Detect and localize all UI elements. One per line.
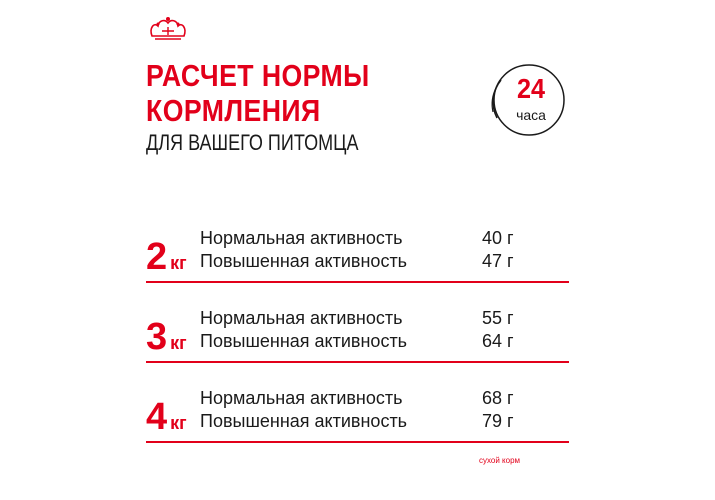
crown-icon bbox=[146, 16, 190, 42]
badge-number: 24 bbox=[516, 73, 546, 104]
activity-label: Повышенная активность bbox=[200, 411, 408, 431]
weight-group-3kg bbox=[146, 304, 569, 384]
badge-unit: часа bbox=[516, 107, 546, 123]
weight-number: 2 bbox=[146, 236, 168, 278]
weight-number: 4 bbox=[146, 396, 168, 438]
page-title-line-1: РАСЧЕТ НОРМЫ bbox=[146, 58, 370, 93]
activity-value: 64 г bbox=[482, 331, 514, 351]
weight-label bbox=[146, 398, 187, 436]
hours-badge bbox=[483, 62, 567, 140]
weight-label bbox=[146, 318, 187, 356]
weight-unit: кг bbox=[170, 253, 187, 273]
activity-label: Нормальная активность bbox=[200, 228, 403, 248]
weight-unit: кг bbox=[170, 413, 187, 433]
weight-unit: кг bbox=[170, 333, 187, 353]
activity-label: Повышенная активность bbox=[200, 331, 408, 351]
page-subtitle: ДЛЯ ВАШЕГО ПИТОМЦА bbox=[146, 130, 359, 155]
divider bbox=[146, 281, 569, 283]
activity-value: 47 г bbox=[482, 251, 514, 271]
weight-label bbox=[146, 238, 187, 276]
weight-group-2kg bbox=[146, 224, 569, 304]
activity-label: Нормальная активность bbox=[200, 308, 403, 328]
activity-label: Повышенная активность bbox=[200, 251, 408, 271]
page-title-line-2: КОРМЛЕНИЯ bbox=[146, 93, 321, 128]
divider bbox=[146, 441, 569, 443]
footnote: сухой корм bbox=[479, 456, 521, 465]
activity-value: 40 г bbox=[482, 228, 514, 248]
activity-label: Нормальная активность bbox=[200, 388, 403, 408]
weight-group-4kg bbox=[146, 384, 569, 464]
activity-value: 68 г bbox=[482, 388, 514, 408]
activity-value: 55 г bbox=[482, 308, 514, 328]
activity-value: 79 г bbox=[482, 411, 514, 431]
weight-number: 3 bbox=[146, 316, 168, 358]
divider bbox=[146, 361, 569, 363]
